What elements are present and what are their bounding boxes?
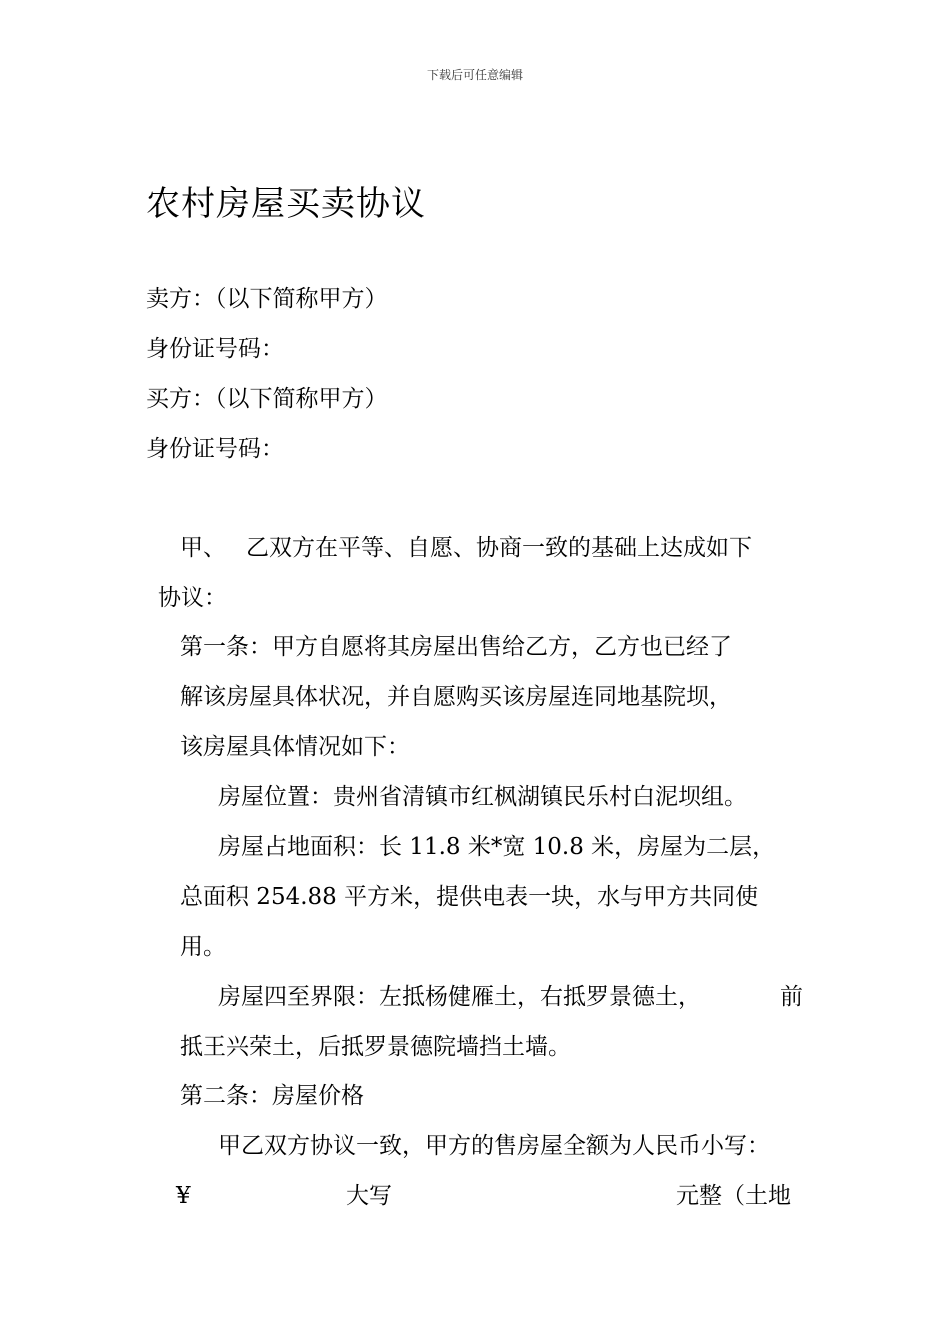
house-boundary-line-1: 房屋四至界限：左抵杨健雁土，右抵罗景德土，: [218, 984, 701, 1010]
house-boundary-line-2: 抵王兴荣土，后抵罗景德院墙挡土墙。: [180, 1034, 571, 1060]
house-area-line-1: 房屋占地面积：长 11.8 米*宽 10.8 米，房屋为二层，: [218, 834, 776, 860]
house-location: 房屋位置：贵州省清镇市红枫湖镇民乐村白泥坝组。: [218, 784, 747, 810]
intro-line-1-prefix: 甲、: [180, 535, 226, 561]
price-upper-label: 大写: [346, 1183, 392, 1209]
seller-line: 卖方：（以下简称甲方）: [146, 286, 388, 312]
header-note: 下载后可任意编辑: [426, 68, 523, 82]
article1-line-1: 第一条：甲方自愿将其房屋出售给乙方，乙方也已经了: [180, 634, 732, 660]
intro-line-1: 乙双方在平等、自愿、协商一致的基础上达成如下: [246, 535, 752, 561]
price-tail: 元整（土地: [676, 1183, 791, 1209]
article2-line-1: 甲乙双方协议一致，甲方的售房屋全额为人民币小写：: [218, 1133, 770, 1159]
buyer-line: 买方：（以下简称甲方）: [146, 386, 388, 412]
buyer-id-line: 身份证号码：: [146, 436, 284, 462]
house-area-line-2: 总面积 254.88 平方米，提供电表一块，水与甲方共同使: [180, 884, 759, 910]
article1-line-3: 该房屋具体情况如下：: [180, 734, 410, 760]
house-area-line-3: 用。: [180, 934, 226, 960]
price-yen-symbol: ¥: [176, 1183, 191, 1209]
article2-heading: 第二条：房屋价格: [180, 1083, 364, 1109]
page-title: 农村房屋买卖协议: [146, 184, 426, 224]
house-boundary-line-1-tail: 前: [780, 984, 803, 1010]
article1-line-2: 解该房屋具体状况，并自愿购买该房屋连同地基院坝，: [180, 684, 732, 710]
seller-id-line: 身份证号码：: [146, 336, 284, 362]
intro-line-2: 协议：: [158, 585, 227, 611]
